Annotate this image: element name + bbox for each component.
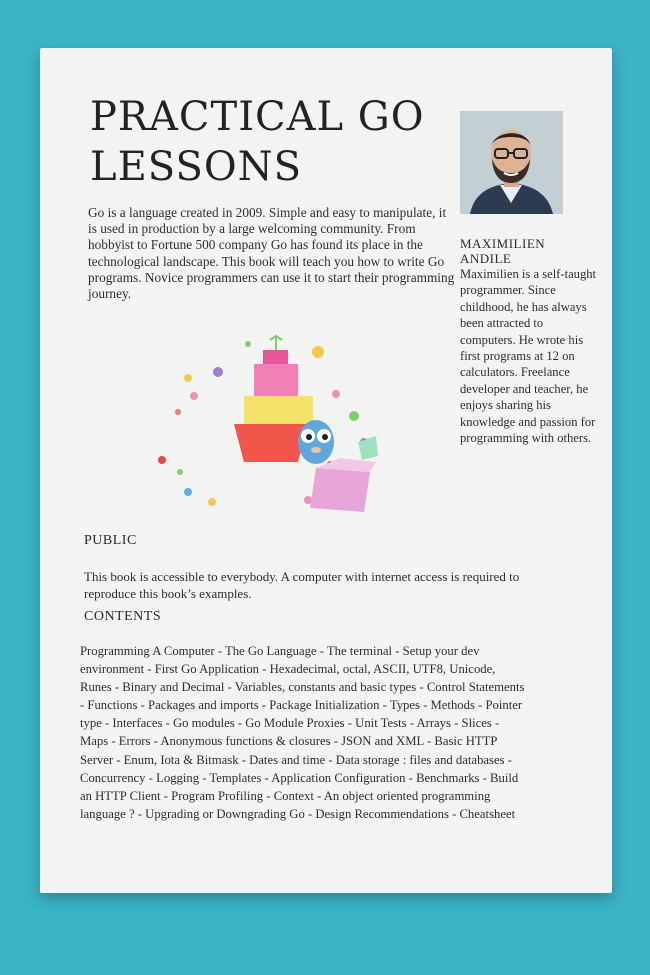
gopher-illustration bbox=[158, 332, 378, 512]
public-heading: PUBLIC bbox=[84, 533, 137, 548]
book-back-cover bbox=[40, 48, 612, 893]
author-photo bbox=[460, 111, 563, 214]
author-bio: Maximilien is a self-taught programmer. Since childhood, he has always been attracted to computers. He wrote his first programs at 12 on calculators. Freelance developer and teacher, he enjoys sharing his knowledge and passion for programming with others. bbox=[460, 267, 597, 446]
book-intro: Go is a language created in 2009. Simple and easy to manipulate, it is used in production by a large welcoming community. From hobbyist to Fortune 500 company Go has found its place in the technological landscape. This book will teach you how to write Go programs. Novice programmers can use it to start their programming journey. bbox=[88, 205, 455, 302]
contents-heading: CONTENTS bbox=[84, 609, 162, 624]
book-title bbox=[90, 92, 470, 192]
contents-text: Programming A Computer - The Go Language - The terminal - Setup your dev environment - First Go Application - Hexadecimal, octal, ASCII, UTF8, Unicode, Runes - Binary and Decimal - Variables, constants and basic types - Control Statements - Functions - Packages and imports - Package Initialization - Types - Methods - Pointer type - Interfaces - Go modules - Go Module Proxies - Unit Tests - Arrays - Slices - Maps - Errors - Anonymous functions & closures - JSON and XML - Basic HTTP Server - Enum, Iota & Bitmask - Dates and time - Data storage : files and databases - Concurrency - Logging - Templates - Application Configuration - Benchmarks - Build an HTTP Client - Program Profiling - Context - An object oriented programming language ? - Upgrading or Downgrading Go - Design Recommendations - Cheatsheet bbox=[80, 644, 525, 821]
book-title-line2: LESSONS bbox=[90, 144, 303, 190]
author-portrait-icon bbox=[460, 111, 563, 214]
gopher-mascot-icon bbox=[158, 332, 378, 512]
author-name: MAXIMILIEN ANDILE bbox=[460, 236, 546, 266]
public-text: This book is accessible to everybody. A computer with internet access is required to reproduce this book’s examples. bbox=[84, 569, 520, 601]
book-title-line1: PRACTICAL GO bbox=[90, 94, 425, 140]
